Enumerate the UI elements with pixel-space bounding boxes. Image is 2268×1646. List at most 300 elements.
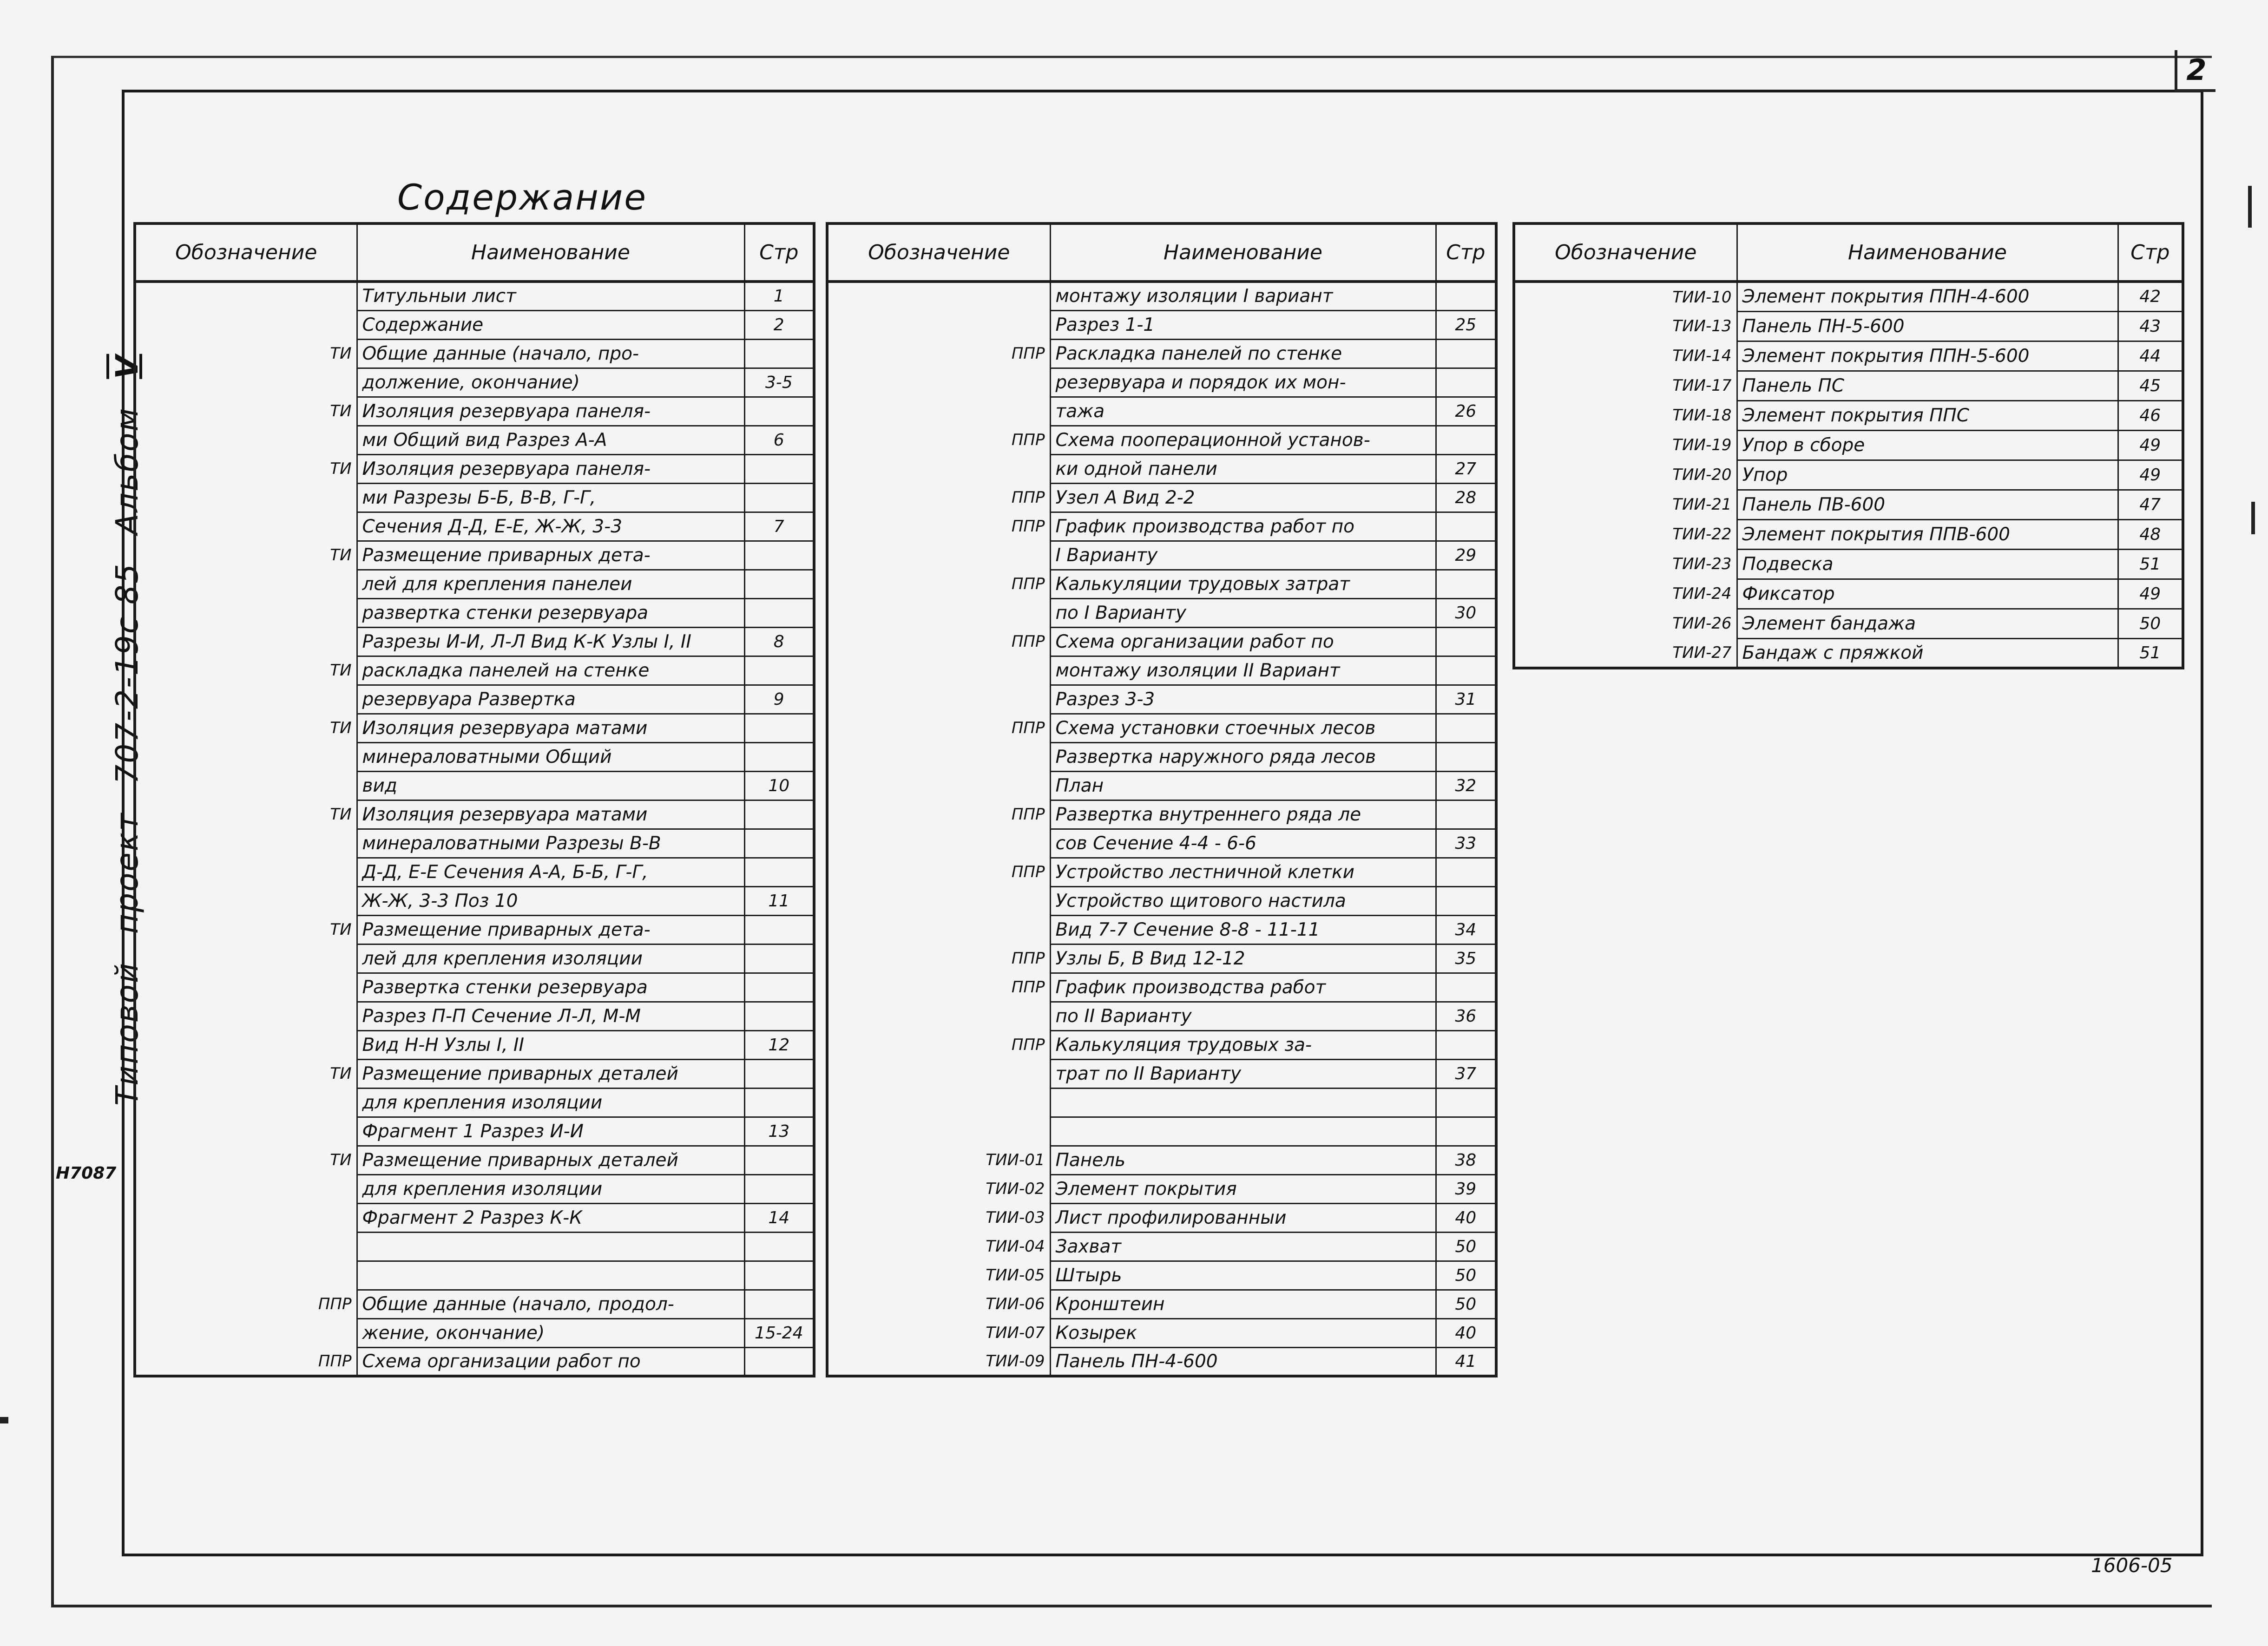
page-cell: 40 <box>1436 1203 1496 1232</box>
designation-cell: ППР <box>135 1290 357 1318</box>
page-cell <box>744 570 814 598</box>
table-row <box>135 1290 814 1318</box>
header-page: Стр <box>744 223 814 282</box>
designation-cell: ТИИ-26 <box>1514 609 1737 638</box>
designation-cell <box>135 973 357 1002</box>
name-cell: Схема организации работ по <box>357 1347 744 1376</box>
page-cell: 47 <box>2118 490 2183 519</box>
table-row <box>1514 460 2183 490</box>
name-cell: Изоляция резервуара панеля- <box>357 397 744 426</box>
name-cell: минераловатными Общий <box>357 742 744 771</box>
name-cell: ки одной панели <box>1050 454 1436 483</box>
name-cell: Вид 7-7 Сечение 8-8 - 11-11 <box>1050 915 1436 944</box>
name-cell: Калькуляции трудовых затрат <box>1050 570 1436 598</box>
table-row <box>827 944 1496 973</box>
contents-table-3 <box>1512 222 2184 669</box>
page-cell: 31 <box>1436 685 1496 714</box>
name-cell: лей для крепления панелеи <box>357 570 744 598</box>
table-row <box>827 1347 1496 1376</box>
name-cell: Захват <box>1050 1232 1436 1261</box>
name-cell: Развертка наружного ряда лесов <box>1050 742 1436 771</box>
table-row <box>135 1203 814 1232</box>
name-cell: Элемент покрытия ППВ-600 <box>1737 519 2118 549</box>
designation-cell <box>135 1117 357 1146</box>
name-cell: Разрез П-П Сечение Л-Л, М-М <box>357 1002 744 1030</box>
page-cell: 41 <box>1436 1347 1496 1376</box>
contents-table-2 <box>826 222 1498 1377</box>
page-cell: 10 <box>744 771 814 800</box>
page-cell: 32 <box>1436 771 1496 800</box>
table-row <box>827 771 1496 800</box>
table-row <box>135 800 814 829</box>
designation-cell: ТИИ-02 <box>827 1174 1050 1203</box>
table-row <box>1514 311 2183 341</box>
table-row <box>135 742 814 771</box>
name-cell: Кронштеин <box>1050 1290 1436 1318</box>
page-cell: 35 <box>1436 944 1496 973</box>
table-row <box>827 1203 1496 1232</box>
table-row <box>1514 638 2183 668</box>
page-cell: 7 <box>744 512 814 541</box>
contents-table-1 <box>133 222 815 1377</box>
designation-cell <box>827 310 1050 339</box>
table-row <box>827 541 1496 570</box>
name-cell: по I Варианту <box>1050 598 1436 627</box>
table-row <box>827 685 1496 714</box>
name-cell: I Варианту <box>1050 541 1436 570</box>
table-row <box>827 483 1496 512</box>
page-cell <box>1436 742 1496 771</box>
table-row <box>827 1030 1496 1059</box>
designation-cell: ТИ <box>135 915 357 944</box>
designation-cell <box>827 886 1050 915</box>
designation-cell: ППР <box>827 570 1050 598</box>
page-cell: 33 <box>1436 829 1496 858</box>
page-cell <box>744 1146 814 1174</box>
page-cell: 49 <box>2118 430 2183 460</box>
edge-mark <box>0 1417 8 1423</box>
page-cell: 30 <box>1436 598 1496 627</box>
page-cell <box>744 1290 814 1318</box>
table-row <box>1514 519 2183 549</box>
designation-cell: ТИИ-18 <box>1514 400 1737 430</box>
designation-cell: ТИ <box>135 714 357 742</box>
table-row <box>135 1174 814 1203</box>
name-cell: Разрез 1-1 <box>1050 310 1436 339</box>
table-row <box>827 1002 1496 1030</box>
name-cell: Фиксатор <box>1737 579 2118 609</box>
table-row <box>135 1347 814 1376</box>
table-row <box>135 282 814 310</box>
name-cell: Развертка внутреннего ряда ле <box>1050 800 1436 829</box>
designation-cell: ППР <box>827 1030 1050 1059</box>
designation-cell: ТИ <box>135 1146 357 1174</box>
designation-cell: ППР <box>827 627 1050 656</box>
page-cell: 34 <box>1436 915 1496 944</box>
name-cell: ми Общий вид Разрез А-А <box>357 426 744 454</box>
designation-cell <box>827 1088 1050 1117</box>
designation-cell: ТИИ-21 <box>1514 490 1737 519</box>
table-row <box>1514 549 2183 579</box>
table-row <box>135 1117 814 1146</box>
name-cell: Узел А Вид 2-2 <box>1050 483 1436 512</box>
side-label-1: проект <box>109 812 145 934</box>
page-cell <box>744 1059 814 1088</box>
designation-cell <box>827 1117 1050 1146</box>
table-row <box>135 1002 814 1030</box>
name-cell: Схема организации работ по <box>1050 627 1436 656</box>
table-row <box>827 368 1496 397</box>
page-cell <box>1436 886 1496 915</box>
side-label-2: 707-2-19с 85 <box>109 562 145 784</box>
name-cell: тажа <box>1050 397 1436 426</box>
name-cell: Общие данные (начало, продол- <box>357 1290 744 1318</box>
page-cell: 50 <box>2118 609 2183 638</box>
designation-cell <box>827 1059 1050 1088</box>
table-row <box>827 886 1496 915</box>
table-row <box>135 310 814 339</box>
table-row <box>827 1174 1496 1203</box>
designation-cell: ТИИ-01 <box>827 1146 1050 1174</box>
page-cell <box>744 656 814 685</box>
name-cell: Размещение приварных деталей <box>357 1059 744 1088</box>
designation-cell <box>827 656 1050 685</box>
designation-cell <box>135 1232 357 1261</box>
name-cell: Схема установки стоечных лесов <box>1050 714 1436 742</box>
name-cell: Схема пооперационной установ- <box>1050 426 1436 454</box>
page-cell <box>744 944 814 973</box>
name-cell: Изоляция резервуара матами <box>357 714 744 742</box>
table-row <box>827 598 1496 627</box>
page-cell: 44 <box>2118 341 2183 371</box>
page-cell: 49 <box>2118 460 2183 490</box>
table-row <box>827 1232 1496 1261</box>
name-cell: жение, окончание) <box>357 1318 744 1347</box>
page-cell: 6 <box>744 426 814 454</box>
page-cell: 50 <box>1436 1232 1496 1261</box>
edge-mark <box>2248 186 2252 228</box>
name-cell: Общие данные (начало, про- <box>357 339 744 368</box>
name-cell: Упор <box>1737 460 2118 490</box>
designation-cell: ТИИ-23 <box>1514 549 1737 579</box>
name-cell: Панель ПВ-600 <box>1737 490 2118 519</box>
name-cell: лей для крепления изоляции <box>357 944 744 973</box>
page-cell <box>744 1002 814 1030</box>
side-label-4: V <box>109 354 145 379</box>
designation-cell: ППР <box>827 714 1050 742</box>
name-cell: Развертка стенки резервуара <box>357 973 744 1002</box>
table-row <box>827 627 1496 656</box>
table-row <box>135 541 814 570</box>
designation-cell: ТИИ-07 <box>827 1318 1050 1347</box>
page-cell <box>744 339 814 368</box>
page-cell: 2 <box>744 310 814 339</box>
side-label-3: Альбом <box>109 407 145 535</box>
name-cell: Подвеска <box>1737 549 2118 579</box>
designation-cell <box>135 771 357 800</box>
header-name: Наименование <box>1737 223 2118 282</box>
designation-cell: ППР <box>827 858 1050 886</box>
page-cell: 27 <box>1436 454 1496 483</box>
table-row <box>1514 282 2183 311</box>
table-row <box>135 454 814 483</box>
table-row <box>827 1117 1496 1146</box>
page-cell: 42 <box>2118 282 2183 311</box>
name-cell: Калькуляция трудовых за- <box>1050 1030 1436 1059</box>
page-cell <box>744 1261 814 1290</box>
designation-cell: ППР <box>827 800 1050 829</box>
table-row <box>135 656 814 685</box>
table-row <box>827 800 1496 829</box>
table-row <box>1514 579 2183 609</box>
name-cell: Панель <box>1050 1146 1436 1174</box>
designation-cell: ППР <box>135 1347 357 1376</box>
name-cell: План <box>1050 771 1436 800</box>
designation-cell: ТИИ-22 <box>1514 519 1737 549</box>
designation-cell <box>827 771 1050 800</box>
designation-cell <box>135 310 357 339</box>
table-row <box>827 973 1496 1002</box>
designation-cell <box>135 1318 357 1347</box>
table-row <box>135 858 814 886</box>
designation-cell: ТИИ-05 <box>827 1261 1050 1290</box>
table-row <box>1514 490 2183 519</box>
designation-cell <box>827 541 1050 570</box>
page-cell <box>1436 339 1496 368</box>
designation-cell <box>827 397 1050 426</box>
page-cell <box>744 858 814 886</box>
page-cell <box>744 541 814 570</box>
page-title: Содержание <box>397 177 647 218</box>
table-row <box>827 426 1496 454</box>
page-cell <box>1436 570 1496 598</box>
table-row <box>827 282 1496 310</box>
table-row <box>827 1318 1496 1347</box>
name-cell: Фрагмент 2 Разрез К-К <box>357 1203 744 1232</box>
name-cell: раскладка панелей на стенке <box>357 656 744 685</box>
table-row <box>135 512 814 541</box>
table-row <box>827 310 1496 339</box>
table-row <box>827 454 1496 483</box>
designation-cell: ТИИ-04 <box>827 1232 1050 1261</box>
name-cell: Панель ПН-4-600 <box>1050 1347 1436 1376</box>
table-row <box>135 1059 814 1088</box>
table-row <box>827 570 1496 598</box>
edge-mark <box>2251 502 2255 534</box>
header-designation: Обозначение <box>1514 223 1737 282</box>
inventory-number: Н7087 <box>56 1164 117 1183</box>
header-page: Стр <box>1436 223 1496 282</box>
page-cell <box>1436 858 1496 886</box>
page-cell <box>744 915 814 944</box>
name-cell: минераловатными Разрезы В-В <box>357 829 744 858</box>
designation-cell <box>135 685 357 714</box>
name-cell <box>357 1232 744 1261</box>
designation-cell <box>135 1088 357 1117</box>
designation-cell <box>135 829 357 858</box>
name-cell: Элемент бандажа <box>1737 609 2118 638</box>
table-row <box>827 339 1496 368</box>
page-cell: 40 <box>1436 1318 1496 1347</box>
table-row <box>135 483 814 512</box>
name-cell: Д-Д, Е-Е Сечения А-А, Б-Б, Г-Г, <box>357 858 744 886</box>
name-cell: сов Сечение 4-4 - 6-6 <box>1050 829 1436 858</box>
table-row <box>827 829 1496 858</box>
page-cell: 51 <box>2118 638 2183 668</box>
table-row <box>827 714 1496 742</box>
page-cell <box>744 829 814 858</box>
table-row <box>827 397 1496 426</box>
name-cell: Элемент покрытия ППН-5-600 <box>1737 341 2118 371</box>
document-code: 1606-05 <box>2091 1554 2173 1577</box>
designation-cell <box>827 1002 1050 1030</box>
table-row <box>1514 341 2183 371</box>
designation-cell <box>827 685 1050 714</box>
header-name: Наименование <box>1050 223 1436 282</box>
table-row <box>135 1261 814 1290</box>
page-cell: 1 <box>744 282 814 310</box>
name-cell: Изоляция резервуара панеля- <box>357 454 744 483</box>
page-cell: 43 <box>2118 311 2183 341</box>
name-cell: трат по II Варианту <box>1050 1059 1436 1088</box>
header-page: Стр <box>2118 223 2183 282</box>
designation-cell: ППР <box>827 512 1050 541</box>
designation-cell: ППР <box>827 426 1050 454</box>
name-cell <box>1050 1117 1436 1146</box>
page-cell <box>1436 973 1496 1002</box>
designation-cell: ТИИ-27 <box>1514 638 1737 668</box>
table-row <box>135 886 814 915</box>
header-designation: Обозначение <box>135 223 357 282</box>
name-cell: Упор в сборе <box>1737 430 2118 460</box>
designation-cell <box>827 742 1050 771</box>
table-row <box>135 426 814 454</box>
designation-cell <box>135 1174 357 1203</box>
designation-cell <box>135 742 357 771</box>
name-cell: ми Разрезы Б-Б, В-В, Г-Г, <box>357 483 744 512</box>
name-cell: Элемент покрытия ППС <box>1737 400 2118 430</box>
name-cell: График производства работ <box>1050 973 1436 1002</box>
page-cell <box>1436 627 1496 656</box>
table-row <box>135 598 814 627</box>
page-cell <box>744 800 814 829</box>
page-cell: 15-24 <box>744 1318 814 1347</box>
page-cell <box>1436 656 1496 685</box>
page-cell: 29 <box>1436 541 1496 570</box>
designation-cell <box>135 627 357 656</box>
page-cell: 28 <box>1436 483 1496 512</box>
name-cell: График производства работ по <box>1050 512 1436 541</box>
name-cell: Ж-Ж, 3-3 Поз 10 <box>357 886 744 915</box>
page-cell <box>1436 1030 1496 1059</box>
designation-cell <box>135 1203 357 1232</box>
table-row <box>135 1146 814 1174</box>
designation-cell: ППР <box>827 483 1050 512</box>
designation-cell: ТИИ-13 <box>1514 311 1737 341</box>
page-cell: 11 <box>744 886 814 915</box>
page-cell <box>744 598 814 627</box>
designation-cell: ТИИ-10 <box>1514 282 1737 311</box>
page-cell <box>1436 714 1496 742</box>
designation-cell <box>135 1002 357 1030</box>
page-cell: 49 <box>2118 579 2183 609</box>
designation-cell <box>135 512 357 541</box>
page-cell <box>744 397 814 426</box>
table-row <box>827 512 1496 541</box>
designation-cell: ТИИ-14 <box>1514 341 1737 371</box>
table-row <box>1514 430 2183 460</box>
name-cell: должение, окончание) <box>357 368 744 397</box>
page-cell: 36 <box>1436 1002 1496 1030</box>
table-row <box>135 397 814 426</box>
designation-cell: ТИ <box>135 454 357 483</box>
designation-cell: ТИ <box>135 1059 357 1088</box>
table-row <box>135 1088 814 1117</box>
table-row <box>827 656 1496 685</box>
designation-cell: ППР <box>827 944 1050 973</box>
designation-cell: ТИИ-17 <box>1514 371 1737 400</box>
table-row <box>135 771 814 800</box>
designation-cell: ТИИ-09 <box>827 1347 1050 1376</box>
designation-cell <box>135 426 357 454</box>
page-cell <box>744 1347 814 1376</box>
page-cell: 46 <box>2118 400 2183 430</box>
page-cell: 9 <box>744 685 814 714</box>
designation-cell: ТИИ-24 <box>1514 579 1737 609</box>
table-row <box>1514 609 2183 638</box>
name-cell: вид <box>357 771 744 800</box>
table-row <box>827 1088 1496 1117</box>
table-row <box>135 368 814 397</box>
designation-cell: ТИИ-19 <box>1514 430 1737 460</box>
page-cell: 26 <box>1436 397 1496 426</box>
designation-cell <box>135 886 357 915</box>
page-cell: 13 <box>744 1117 814 1146</box>
name-cell: Раскладка панелей по стенке <box>1050 339 1436 368</box>
name-cell: Изоляция резервуара матами <box>357 800 744 829</box>
table-row <box>827 858 1496 886</box>
page-cell <box>1436 512 1496 541</box>
name-cell: монтажу изоляции II Вариант <box>1050 656 1436 685</box>
designation-cell: ТИ <box>135 397 357 426</box>
name-cell: Размещение приварных дета- <box>357 915 744 944</box>
table-row <box>1514 400 2183 430</box>
table-row <box>135 1318 814 1347</box>
name-cell: развертка стенки резервуара <box>357 598 744 627</box>
page-cell <box>744 1232 814 1261</box>
header-designation: Обозначение <box>827 223 1050 282</box>
table-row <box>135 973 814 1002</box>
page-cell: 37 <box>1436 1059 1496 1088</box>
table-row <box>827 1146 1496 1174</box>
name-cell: для крепления изоляции <box>357 1174 744 1203</box>
designation-cell: ТИ <box>135 541 357 570</box>
designation-cell <box>135 282 357 310</box>
designation-cell <box>827 454 1050 483</box>
designation-cell: ТИИ-20 <box>1514 460 1737 490</box>
designation-cell <box>135 483 357 512</box>
name-cell: Вид Н-Н Узлы I, II <box>357 1030 744 1059</box>
name-cell: Козырек <box>1050 1318 1436 1347</box>
name-cell: Размещение приварных дета- <box>357 541 744 570</box>
name-cell: Панель ПН-5-600 <box>1737 311 2118 341</box>
name-cell: Разрезы И-И, Л-Л Вид К-К Узлы I, II <box>357 627 744 656</box>
page-cell <box>1436 800 1496 829</box>
name-cell: Фрагмент 1 Разрез И-И <box>357 1117 744 1146</box>
name-cell: резервуара и порядок их мон- <box>1050 368 1436 397</box>
table-row <box>135 915 814 944</box>
page-cell: 51 <box>2118 549 2183 579</box>
